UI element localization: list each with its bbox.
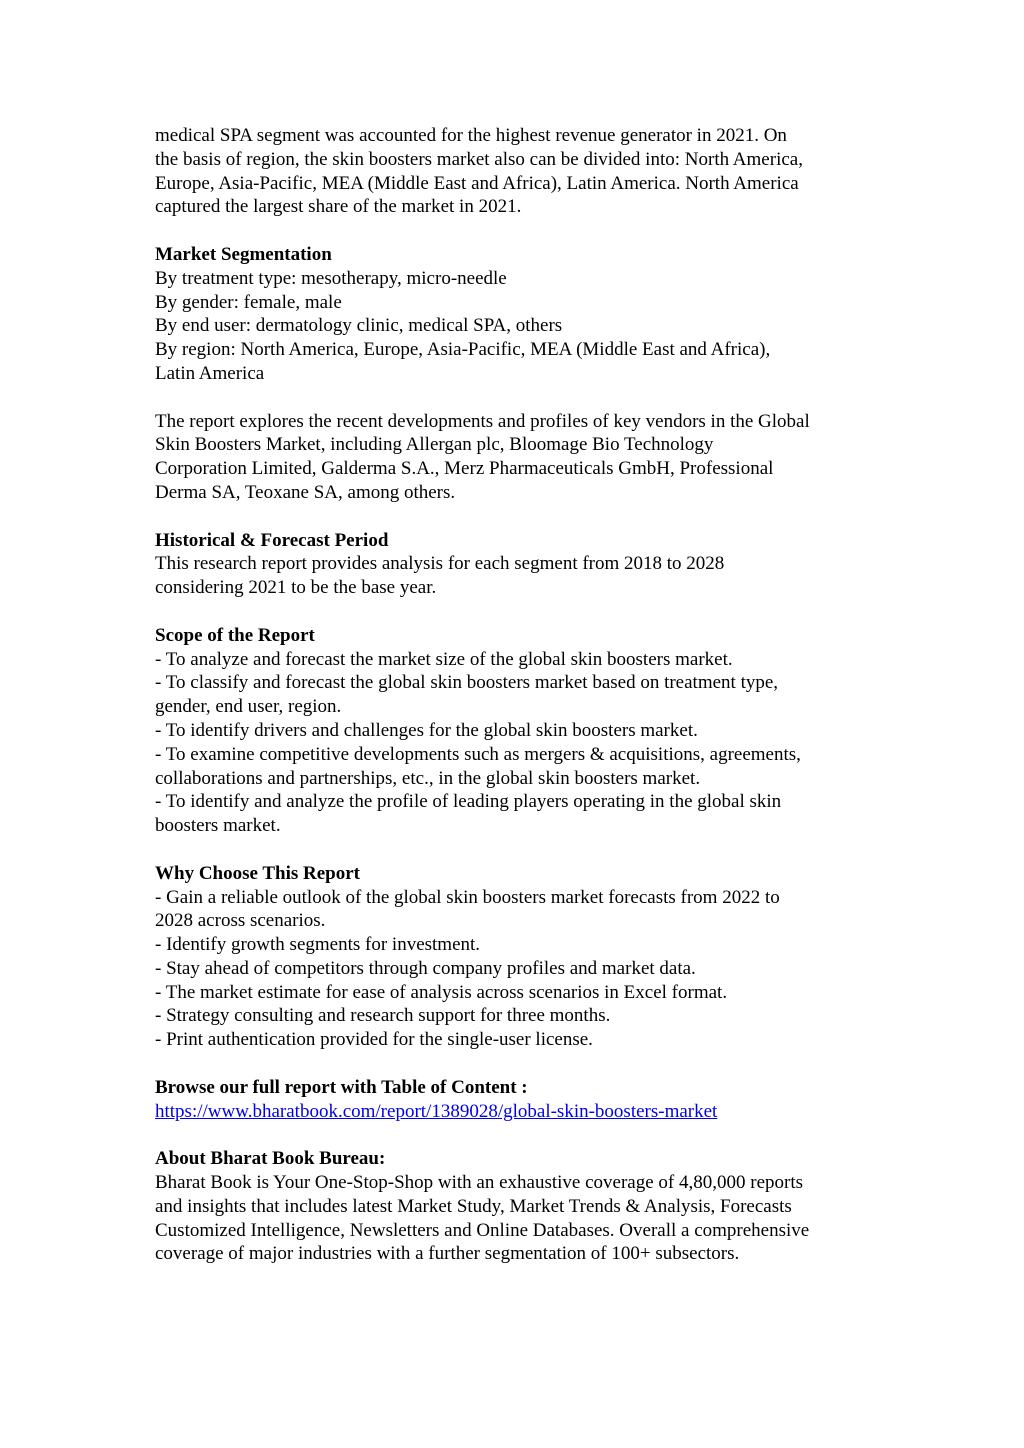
why-line: - Print authentication provided for the single-user license. xyxy=(155,1029,593,1051)
scope-line: - To classify and forecast the global skin boosters market based on treatment type, xyxy=(155,672,779,694)
segmentation-line: By treatment type: mesotherapy, micro-needle xyxy=(155,267,507,289)
about-line: Bharat Book is Your One-Stop-Shop with an exhaustive coverage of 4,80,000 reports xyxy=(155,1172,804,1194)
why-line: - Stay ahead of competitors through company profiles and market data. xyxy=(155,957,696,979)
intro-line: the basis of region, the skin boosters market also can be divided into: North America, xyxy=(155,148,803,170)
scope-line: - To examine competitive developments such as mergers & acquisitions, agreements, xyxy=(155,743,801,765)
why-line: 2028 across scenarios. xyxy=(155,910,326,932)
segmentation-line: By region: North America, Europe, Asia-Pacific, MEA (Middle East and Africa), xyxy=(155,339,771,361)
about-section xyxy=(155,1147,875,1266)
segmentation-line: By end user: dermatology clinic, medical SPA, others xyxy=(155,315,563,337)
scope-section xyxy=(155,624,875,838)
vendors-line: Derma SA, Teoxane SA, among others. xyxy=(155,481,456,503)
browse-heading: Browse our full report with Table of Content : xyxy=(155,1076,528,1098)
scope-heading: Scope of the Report xyxy=(155,624,315,646)
intro-line: captured the largest share of the market in 2021. xyxy=(155,196,522,218)
intro-line: medical SPA segment was accounted for the highest revenue generator in 2021. On xyxy=(155,125,787,146)
vendors-line: Corporation Limited, Galderma S.A., Merz Pharmaceuticals GmbH, Professional xyxy=(155,458,774,480)
period-heading: Historical & Forecast Period xyxy=(155,529,389,551)
segmentation-line: Latin America xyxy=(155,362,265,384)
about-line: and insights that includes latest Market Study, Market Trends & Analysis, Forecasts xyxy=(155,1195,792,1217)
period-section xyxy=(155,529,875,600)
scope-line: collaborations and partnerships, etc., in the global skin boosters market. xyxy=(155,767,701,789)
why-line: - Gain a reliable outlook of the global skin boosters market forecasts from 2022 to xyxy=(155,886,780,908)
segmentation-section xyxy=(155,243,875,386)
scope-line: boosters market. xyxy=(155,815,281,837)
scope-line: - To identify and analyze the profile of leading players operating in the global skin xyxy=(155,791,782,813)
browse-section xyxy=(155,1076,875,1124)
segmentation-line: By gender: female, male xyxy=(155,291,342,313)
why-section xyxy=(155,862,875,1052)
intro-paragraph xyxy=(155,124,875,219)
about-heading: About Bharat Book Bureau: xyxy=(155,1148,386,1170)
why-line: - Identify growth segments for investment. xyxy=(155,934,481,956)
report-link[interactable]: https://www.bharatbook.com/report/1389028/global-skin-boosters-market xyxy=(155,1100,718,1122)
why-line: - Strategy consulting and research support for three months. xyxy=(155,1005,611,1027)
vendors-line: The report explores the recent developments and profiles of key vendors in the Global xyxy=(155,410,810,432)
segmentation-heading: Market Segmentation xyxy=(155,243,332,265)
why-line: - The market estimate for ease of analysis across scenarios in Excel format. xyxy=(155,981,728,1003)
why-heading: Why Choose This Report xyxy=(155,862,360,884)
scope-line: gender, end user, region. xyxy=(155,696,342,718)
vendors-paragraph xyxy=(155,410,875,505)
scope-line: - To analyze and forecast the market size of the global skin boosters market. xyxy=(155,648,733,670)
vendors-line: Skin Boosters Market, including Allergan plc, Bloomage Bio Technology xyxy=(155,434,714,456)
document-page xyxy=(155,124,875,1266)
period-line: considering 2021 to be the base year. xyxy=(155,577,437,599)
scope-line: - To identify drivers and challenges for the global skin boosters market. xyxy=(155,719,698,741)
about-line: coverage of major industries with a further segmentation of 100+ subsectors. xyxy=(155,1243,740,1265)
intro-line: Europe, Asia-Pacific, MEA (Middle East and Africa), Latin America. North America xyxy=(155,172,799,194)
about-line: Customized Intelligence, Newsletters and Online Databases. Overall a comprehensive xyxy=(155,1219,810,1241)
period-line: This research report provides analysis for each segment from 2018 to 2028 xyxy=(155,553,725,575)
